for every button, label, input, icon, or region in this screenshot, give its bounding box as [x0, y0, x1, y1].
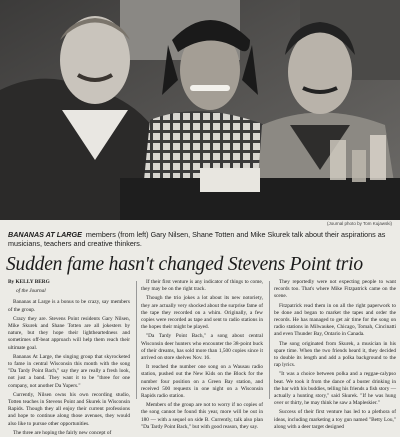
- paragraph: Though the trio jokes a lot about its new notoriety, they are actually very shocked about the surprise fame of the tape they recorded on a whim. Originally, a few copies were recorded as tape and sent to radio stations in the hopes their might be played.: [141, 295, 263, 331]
- paragraph: Fitzpatrick read them in on all the right paperwork to be done and began to market the tapes and order the records. He has managed to get air time for the song on radio stations in Milwaukee, Chicago, Tomah, Cincinatti and even Thunder Bay, Ontario in Canada.: [274, 302, 396, 338]
- article-body: [0, 279, 400, 436]
- paragraph: Crazy they are. Stevens Point residents Gary Nilsen, Mike Skurek and Shane Totten are all jokesters by nature, but they hope their lightheartedness and sometimes off-beat approach will help them reach their ultimate goal.: [8, 315, 130, 351]
- paragraph: The three are hoping the fairly new concept of: [13, 429, 112, 436]
- paragraph: They reportedly were not expecting people to want records too. That's where Mike Fitzpatrick came on the scene.: [274, 279, 396, 300]
- paragraph: "Da Tardy Point Bach," a song about central Wisconsin deer hunters who encounter the 38-point buck of their dreams, has sold more than 1,500 copies since it arrived on store shelves Nov. 16.: [141, 333, 263, 362]
- photo-credit: (Journal photo by Tom Kujawski): [327, 221, 392, 226]
- column-divider: [269, 281, 270, 399]
- paragraph: The song originated from Skurek, a musician in his spare time. When the two friends heard it, they decided to double its length and add a polka background to the rap lyrics.: [274, 340, 396, 369]
- caption-text: members (from left) Gary Nilsen, Shane Totten and Mike Skurek talk about their aspirations as musicians, teachers and creative thinkers.: [8, 230, 386, 249]
- photo-caption: [8, 230, 392, 248]
- article-column-2: [141, 279, 263, 431]
- paragraph: "It was a choice between polka and a reggae-calypso beat. We took it from the dance of a buster drinking in the bar with his buddies, telling his friends a fish story — actually a hunting story," said Skurek. "If he was hung over or thirty, he may think he saw a Mapleskier.": [274, 371, 396, 407]
- byline-paper: of the Journal: [16, 288, 46, 295]
- paragraph: Currently, Nilsen owns his own recording studio, Totten teaches in Stevens Point and Skurek in Wisconsin Rapids. Though they all enjoy their current professions and hope to continue along those avenues, they would also like to pursue other opportunities.: [8, 391, 130, 427]
- paragraph: If their first venture is any indicator of things to come, they may be on the right track.: [141, 279, 263, 293]
- paragraph: Bananas at Large is a bonus to be crazy, say members of the group.: [8, 299, 130, 313]
- byline-author: By KELLY BERG: [8, 279, 50, 285]
- caption-lead: BANANAS AT LARGE: [8, 230, 82, 239]
- paragraph: Members of the group are not to worry if no copies of the song cannot be found this year, more will be out in 180 — with a sequel on side B. Currently, talk also plan "Da Tardy Point Back," but with good reason, they say.: [141, 402, 263, 430]
- article-column-1: [8, 279, 130, 437]
- paragraph: It reached the number one song on a Wausau radio station, pushed out the New Kids on the Block for the number four position on a Green Bay station, and received 500 requests in one night on a Wisconsin Rapids radio station.: [141, 364, 263, 400]
- paragraph: Bananas At Large, the singing group that skyrocketed to fame in central Wisconsin this month with the song "Da Tardy Point Bach," say they are really a fresh look, not just a band. They want it to be "three for one company, not another Da Yupers.": [8, 353, 130, 389]
- column-divider: [136, 281, 137, 399]
- article-column-3: [274, 279, 396, 431]
- headline: Sudden fame hasn't changed Stevens Point trio: [6, 254, 363, 275]
- paragraph: Success of their first venture has led to a plethora of ideas, including marketing a toy gun named "Betty Lou," along with a deer target designed: [274, 409, 396, 430]
